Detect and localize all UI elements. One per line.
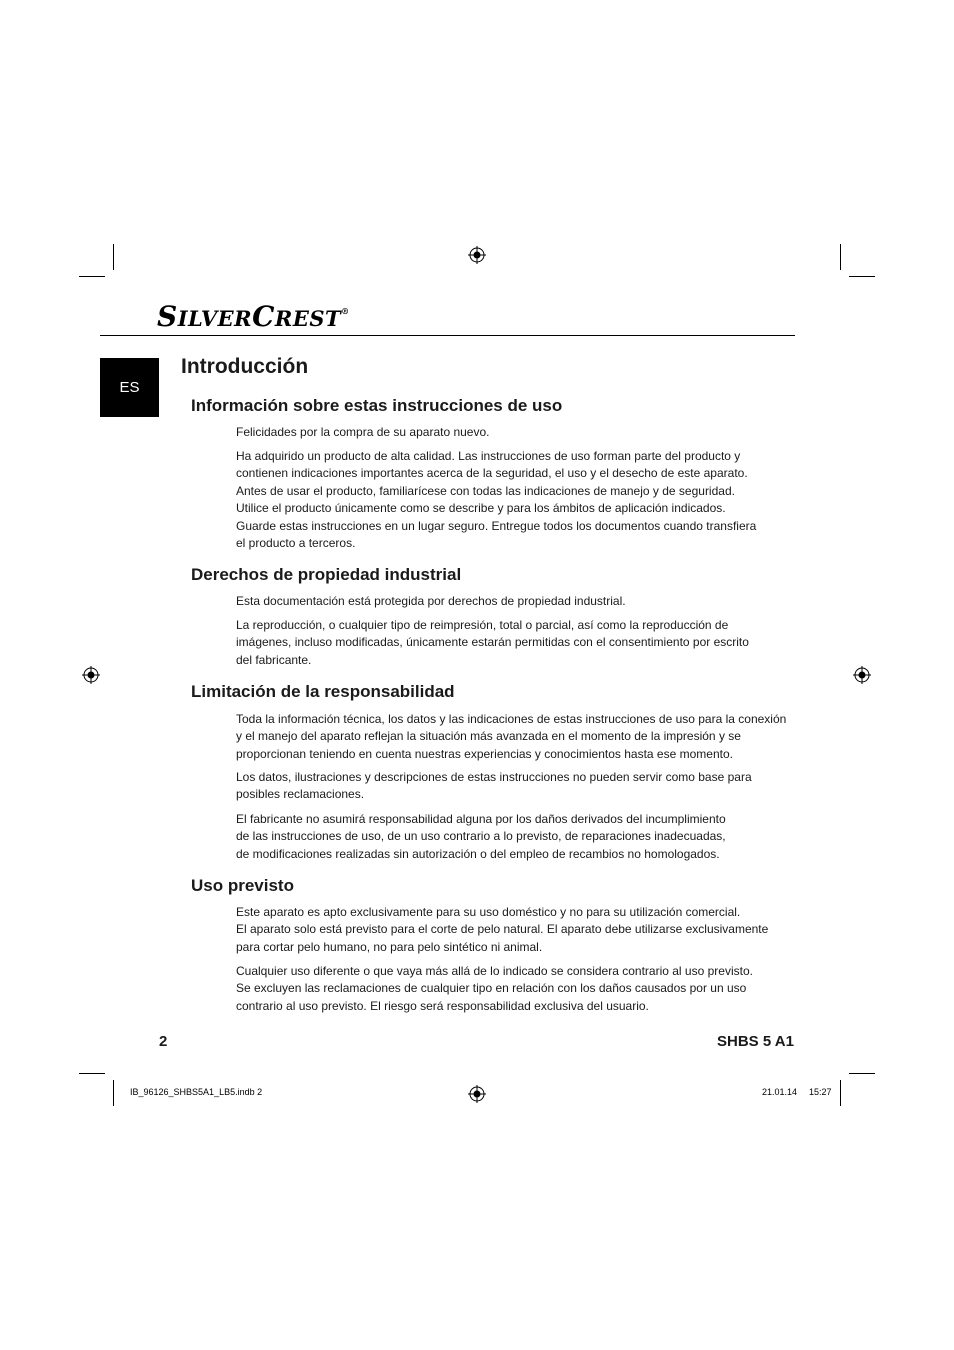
- crop-mark: [79, 276, 105, 277]
- registration-mark-icon: [853, 666, 871, 684]
- paragraph: El fabricante no asumirá responsabilidad alguna por los daños derivados del incumplimiento de las instrucciones de uso, de un uso contrario a lo previsto, de reparaciones inadecuadas, de modificaciones realizadas sin autorización o del empleo de recambios no homologados.: [236, 812, 726, 861]
- paragraph: La reproducción, o cualquier tipo de reimpresión, total o parcial, así como la reproducción de imágenes, incluso modificadas, únicamente estarán permitidas con el consentimiento por escrito del fabricante.: [236, 618, 749, 667]
- language-tab: ES: [100, 358, 159, 417]
- brand-logo: SILVERCREST®: [157, 300, 350, 333]
- crop-mark: [113, 1080, 114, 1106]
- section-heading: Limitación de la responsabilidad: [191, 682, 455, 701]
- paragraph: Ha adquirido un producto de alta calidad. Las instrucciones de uso forman parte del producto y contienen indicaciones importantes acerca de la seguridad, el uso y el desecho de este aparato. Antes de usar el producto, familiarícese con todas las indicaciones de manejo y de seguridad. Utilice el producto únicamente como se describe y para los ámbitos de aplicación indicados. Guarde estas instrucciones en un lugar seguro. Entregue todos los documentos cuando transfiera el producto a terceros.: [236, 449, 757, 551]
- page-title: Introducción: [181, 355, 309, 378]
- crop-mark: [840, 244, 841, 270]
- print-slug-file: IB_96126_SHBS5A1_LB5.indb 2: [130, 1087, 263, 1097]
- registration-mark-icon: [468, 246, 486, 264]
- section-heading: Uso previsto: [191, 876, 294, 895]
- crop-mark: [113, 244, 114, 270]
- section-heading: Derechos de propiedad industrial: [191, 565, 462, 584]
- crop-mark: [79, 1073, 105, 1074]
- print-slug-time: 15:27: [809, 1087, 832, 1097]
- header-divider: [100, 335, 795, 336]
- crop-mark: [849, 1073, 875, 1074]
- page-number: 2: [159, 1033, 168, 1050]
- print-slug-date: 21.01.14: [762, 1087, 798, 1097]
- paragraph: Esta documentación está protegida por derechos de propiedad industrial.: [236, 594, 626, 608]
- paragraph: Los datos, ilustraciones y descripciones de estas instrucciones no pueden servir como base para posibles reclamaciones.: [236, 770, 752, 802]
- crop-mark: [840, 1080, 841, 1106]
- section-heading: Información sobre estas instrucciones de uso: [191, 396, 563, 415]
- paragraph: Este aparato es apto exclusivamente para su uso doméstico y no para su utilización comercial. El aparato solo está previsto para el corte de pelo natural. El aparato debe utilizarse exclusivamente para cortar pelo humano, no para pelo sintético ni animal.: [236, 905, 769, 954]
- paragraph: Toda la información técnica, los datos y las indicaciones de estas instrucciones de uso para la conexión y el manejo del aparato reflejan la situación más avanzada en el momento de la impresión y se proporcionan teniendo en cuenta nuestras experiencias y conocimientos hasta ese momento.: [236, 712, 787, 761]
- registration-mark-icon: [82, 666, 100, 684]
- crop-mark: [849, 276, 875, 277]
- model-number: SHBS 5 A1: [717, 1033, 794, 1050]
- paragraph: Cualquier uso diferente o que vaya más allá de lo indicado se considera contrario al uso previsto. Se excluyen las reclamaciones de cualquier tipo en relación con los daños causados por un uso contrario al uso previsto. El riesgo será responsabilidad exclusiva del usuario.: [236, 964, 753, 1013]
- paragraph: Felicidades por la compra de su aparato nuevo.: [236, 425, 490, 439]
- registration-mark-icon: [468, 1085, 486, 1103]
